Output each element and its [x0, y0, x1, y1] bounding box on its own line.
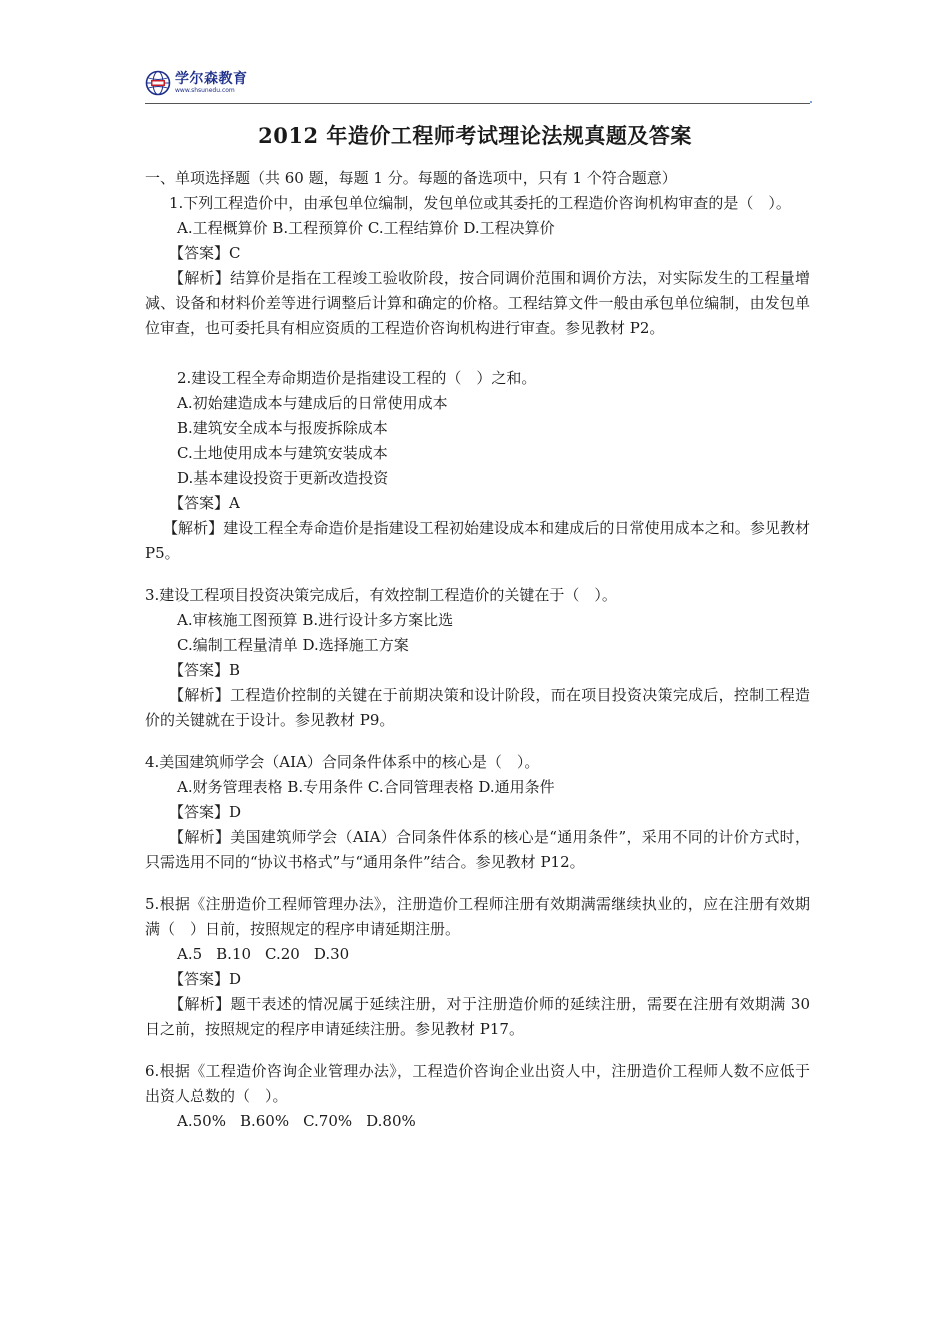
question-3-stem: 3.建设工程项目投资决策完成后，有效控制工程造价的关键在于（ ）。 [145, 586, 617, 604]
question-1-options: A.工程概算价 B.工程预算价 C.工程结算价 D.工程决算价 [177, 219, 555, 237]
question-6-stem: 6.根据《工程造价咨询企业管理办法》，工程造价咨询企业出资人中，注册造价工程师人数不应低于出资人总数的（ ）。 [145, 1062, 810, 1105]
question-6-option-b: B.60% [239, 1112, 290, 1130]
brand-logo [145, 70, 248, 96]
question-1-answer: 【答案】C [169, 244, 241, 262]
section-heading: 一、单项选择题（共 60 题，每题 1 分。每题的备选项中，只有 1 个符合题意） [145, 169, 677, 187]
question-3-answer: 【答案】B [169, 661, 241, 679]
question-2-stem: 2.建设工程全寿命期造价是指建设工程的（ ）之和。 [177, 369, 537, 387]
question-2-option-a: A.初始建造成本与建成后的日常使用成本 [177, 394, 448, 412]
logo-url: www.shsunedu.com [175, 87, 235, 94]
question-1-stem: 1.下列工程造价中，由承包单位编制，发包单位或其委托的工程造价咨询机构审查的是（ ）。 [169, 194, 791, 212]
question-4-stem: 4.美国建筑师学会（AIA）合同条件体系中的核心是（ ）。 [145, 753, 540, 771]
globe-logo-icon [145, 70, 171, 96]
question-5-option-c: C.20 [265, 945, 300, 963]
question-2-analysis: 【解析】建设工程全寿命造价是指建设工程初始建设成本和建成后的日常使用成本之和。参见教材 P5。 [145, 519, 810, 562]
question-5-analysis: 【解析】题干表述的情况属于延续注册，对于注册造价师的延续注册，需要在注册有效期满 30 日之前，按照规定的程序申请延续注册。参见教材 P17。 [145, 995, 810, 1038]
logo-name: 学尔森教育 [175, 71, 248, 87]
header-divider [145, 103, 810, 104]
document-title: 2012 年造价工程师考试理论法规真题及答案 [258, 123, 692, 148]
question-5-stem: 5.根据《注册造价工程师管理办法》，注册造价工程师注册有效期满需继续执业的，应在注册有效期满（ ）日前，按照规定的程序申请延期注册。 [145, 895, 810, 938]
question-6-options [145, 1109, 810, 1134]
question-2-option-d: D.基本建设投资于更新改造投资 [177, 469, 389, 487]
question-5-option-d: D.30 [313, 945, 350, 963]
document-body [145, 166, 810, 1134]
question-3-analysis: 【解析】工程造价控制的关键在于前期决策和设计阶段，而在项目投资决策完成后，控制工程造价的关键就在于设计。参见教材 P9。 [145, 686, 810, 729]
question-4-answer: 【答案】D [169, 803, 242, 821]
question-5-options [145, 942, 810, 967]
question-5-answer: 【答案】D [169, 970, 242, 988]
question-2-option-c: C.土地使用成本与建筑安装成本 [177, 444, 388, 462]
question-5-option-a: A.5 [177, 945, 203, 963]
question-6-option-c: C.70% [303, 1112, 353, 1130]
page-header [145, 68, 810, 108]
question-4-analysis: 【解析】美国建筑师学会（AIA）合同条件体系的核心是“通用条件”，采用不同的计价方式时，只需选用不同的“协议书格式”与“通用条件”结合。参见教材 P12。 [145, 828, 810, 871]
question-2-answer: 【答案】A [169, 494, 240, 512]
question-1-analysis: 【解析】结算价是指在工程竣工验收阶段，按合同调价范围和调价方法，对实际发生的工程量增减、设备和材料价差等进行调整后计算和确定的价格。工程结算文件一般由承包单位编制，由发包单位审查，也可委托具有相应资质的工程造价咨询机构进行审查。参见教材 P2。 [145, 269, 810, 337]
question-4-options: A.财务管理表格 B.专用条件 C.合同管理表格 D.通用条件 [177, 778, 555, 796]
question-2-option-b: B.建筑安全成本与报废拆除成本 [177, 419, 388, 437]
question-3-option-ab: A.审核施工图预算 B.进行设计多方案比选 [177, 611, 454, 629]
question-6-option-a: A.50% [177, 1112, 226, 1130]
question-3-option-cd: C.编制工程量清单 D.选择施工方案 [177, 636, 409, 654]
question-6-option-d: D.80% [366, 1112, 416, 1130]
question-5-option-b: B.10 [216, 945, 252, 963]
header-divider-end [810, 101, 812, 103]
